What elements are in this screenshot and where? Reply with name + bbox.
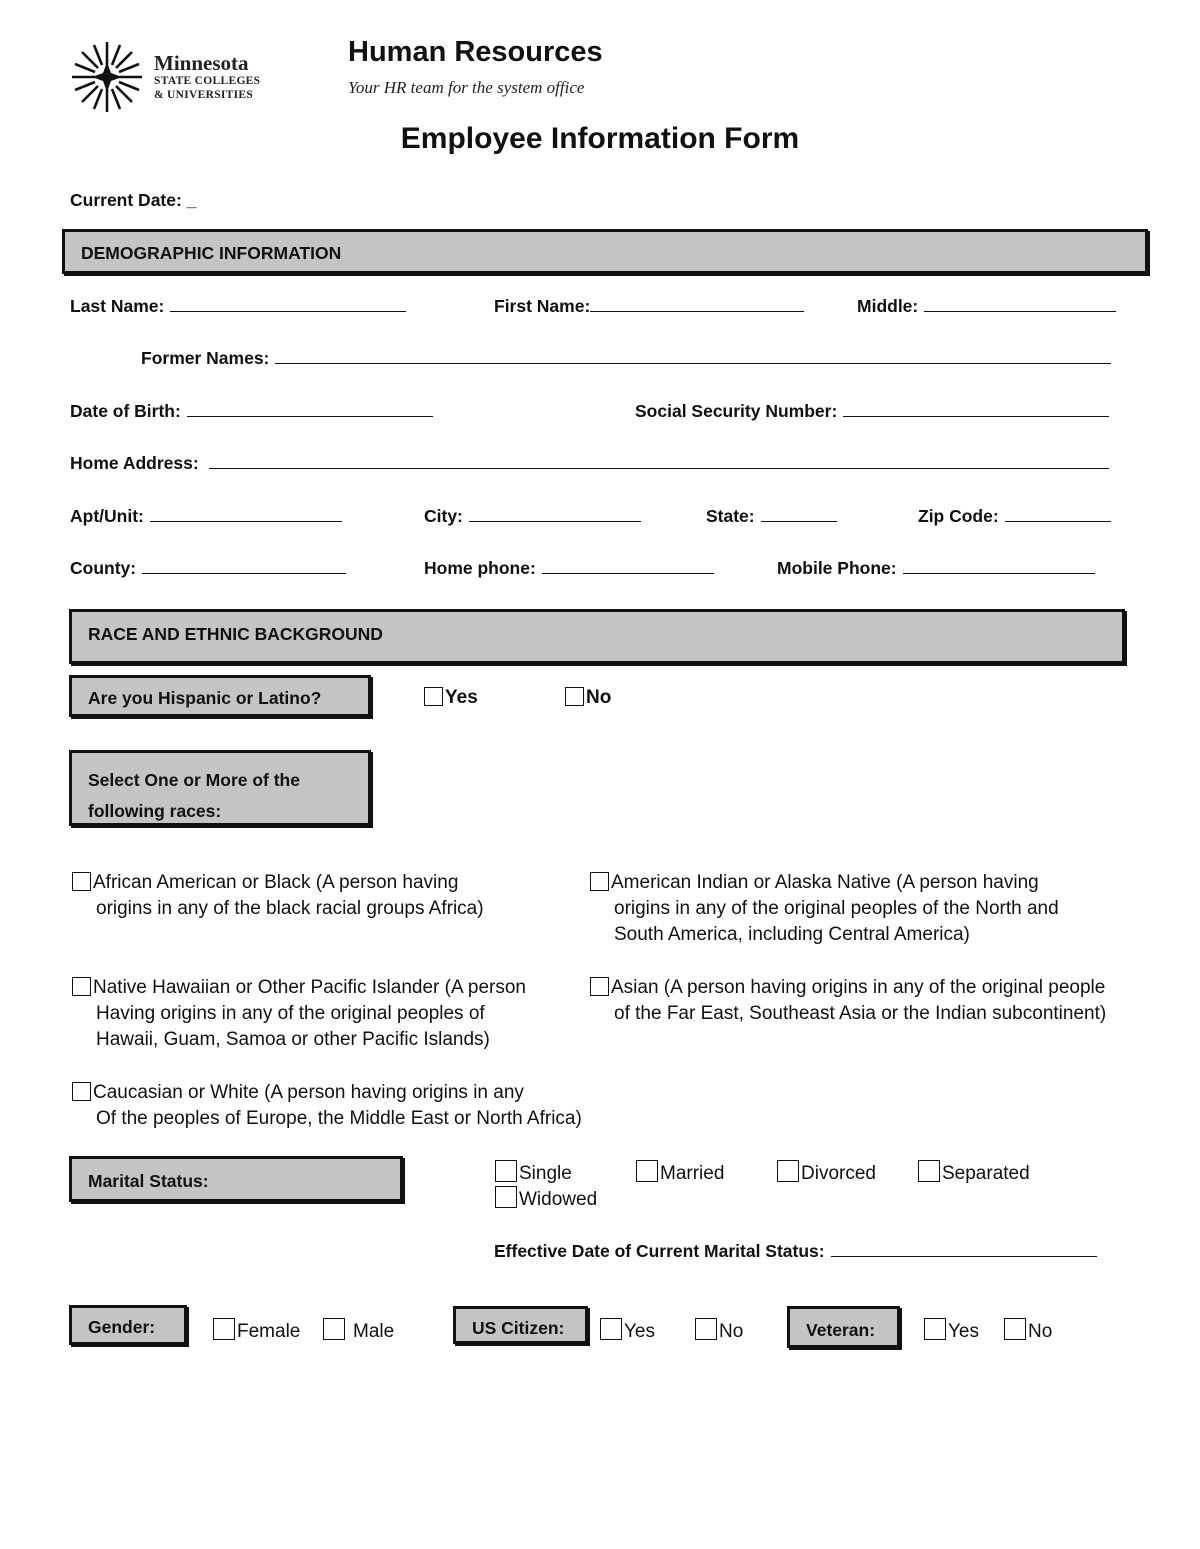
county-line[interactable] [142, 559, 346, 574]
department-tagline: Your HR team for the system office [348, 78, 585, 97]
apt-line[interactable] [150, 507, 342, 522]
city-label: City: [424, 506, 463, 526]
current-date-value: _ [186, 190, 197, 210]
marital-single-checkbox[interactable] [495, 1160, 517, 1182]
first-name-line[interactable] [590, 297, 804, 312]
logo-wordmark [154, 52, 260, 102]
hispanic-yes-option[interactable] [424, 687, 478, 709]
marital-separated-label: Separated [942, 1163, 1030, 1184]
apt-field[interactable] [70, 506, 342, 527]
veteran-yes-option[interactable] [924, 1318, 979, 1343]
race-native-hawaiian-checkbox[interactable] [72, 977, 91, 996]
form-title: Employee Information Form [400, 122, 800, 155]
home-address-label: Home Address: [70, 453, 199, 473]
race-option-native-hawaiian[interactable] [72, 975, 526, 1053]
home-phone-field[interactable] [424, 558, 714, 579]
department-title: Human Resources [348, 36, 603, 68]
gender-label: Gender: [88, 1317, 156, 1337]
last-name-field[interactable] [70, 296, 406, 317]
race-option-line-2: origins in any of the black racial groups Africa) [96, 898, 484, 919]
marital-married-option[interactable] [636, 1160, 724, 1185]
race-option-line-2: of the Far East, Southeast Asia or the Indian subcontinent) [614, 1003, 1107, 1024]
home-address-field[interactable] [70, 453, 1109, 474]
middle-name-label: Middle: [857, 296, 919, 316]
race-option-line-3: South America, including Central America) [614, 924, 970, 945]
hispanic-no-checkbox[interactable] [565, 687, 584, 706]
county-field[interactable] [70, 558, 346, 579]
ssn-label: Social Security Number: [635, 401, 838, 421]
marital-divorced-checkbox[interactable] [777, 1160, 799, 1182]
middle-name-field[interactable] [857, 296, 1116, 317]
gender-box [69, 1305, 187, 1345]
logo-line-1: Minnesota [154, 51, 249, 75]
home-phone-label: Home phone: [424, 558, 536, 578]
hispanic-no-option[interactable] [565, 687, 611, 709]
logo-line-2: STATE COLLEGES [154, 75, 261, 87]
race-option-line-1: Native Hawaiian or Other Pacific Islander (A person [93, 977, 526, 998]
marital-single-option[interactable] [495, 1160, 572, 1185]
race-american-indian-checkbox[interactable] [590, 872, 609, 891]
zip-label: Zip Code: [918, 506, 999, 526]
hispanic-no-label: No [586, 687, 612, 708]
apt-label: Apt/Unit: [70, 506, 144, 526]
race-option-line-1: Caucasian or White (A person having origins in any [93, 1082, 524, 1103]
race-asian-checkbox[interactable] [590, 977, 609, 996]
marital-effective-date-field[interactable] [494, 1241, 1097, 1262]
marital-single-label: Single [519, 1163, 572, 1184]
home-address-line[interactable] [209, 454, 1109, 469]
veteran-label: Veteran: [806, 1320, 876, 1340]
race-option-american-indian[interactable] [590, 870, 1059, 948]
race-option-line-2: Of the peoples of Europe, the Middle East or North Africa) [96, 1108, 582, 1129]
gender-male-option[interactable] [323, 1318, 394, 1343]
logo-line-3: & UNIVERSITIES [154, 89, 254, 101]
hispanic-yes-checkbox[interactable] [424, 687, 443, 706]
race-option-line-1: American Indian or Alaska Native (A person having [611, 872, 1039, 893]
last-name-line[interactable] [170, 297, 406, 312]
zip-line[interactable] [1005, 507, 1111, 522]
race-option-line-1: Asian (A person having origins in any of the original people [611, 977, 1106, 998]
marital-married-checkbox[interactable] [636, 1160, 658, 1182]
marital-married-label: Married [660, 1163, 725, 1184]
race-option-line-3: Hawaii, Guam, Samoa or other Pacific Islands) [96, 1029, 490, 1050]
marital-effective-date-label: Effective Date of Current Marital Status: [494, 1241, 825, 1261]
state-line[interactable] [761, 507, 837, 522]
mobile-phone-label: Mobile Phone: [777, 558, 897, 578]
marital-separated-checkbox[interactable] [918, 1160, 940, 1182]
marital-status-box [69, 1156, 403, 1202]
last-name-label: Last Name: [70, 296, 165, 316]
race-option-line-2: Having origins in any of the original peoples of [96, 1003, 485, 1024]
race-african-american-checkbox[interactable] [72, 872, 91, 891]
mobile-phone-line[interactable] [903, 559, 1095, 574]
msc-star-logo-icon [70, 40, 144, 114]
zip-field[interactable] [918, 506, 1111, 527]
gender-female-label: Female [237, 1321, 301, 1342]
county-label: County: [70, 558, 137, 578]
race-option-line-1: African American or Black (A person having [93, 872, 459, 893]
former-names-label: Former Names: [141, 348, 270, 368]
first-name-label: First Name: [494, 296, 591, 316]
select-races-line-1: Select One or More of the [88, 770, 300, 790]
citizen-no-checkbox[interactable] [695, 1318, 717, 1340]
veteran-no-option[interactable] [1004, 1318, 1052, 1343]
gender-female-checkbox[interactable] [213, 1318, 235, 1340]
race-option-line-2: origins in any of the original peoples of the North and [614, 898, 1059, 919]
race-option-african-american[interactable] [72, 870, 484, 922]
race-caucasian-checkbox[interactable] [72, 1082, 91, 1101]
veteran-no-checkbox[interactable] [1004, 1318, 1026, 1340]
marital-widowed-checkbox[interactable] [495, 1186, 517, 1208]
citizen-no-option[interactable] [695, 1318, 743, 1343]
citizen-yes-label: Yes [624, 1321, 655, 1342]
race-option-caucasian[interactable] [72, 1080, 582, 1132]
former-names-field[interactable] [141, 348, 1111, 369]
us-citizen-box [453, 1306, 588, 1344]
current-date-label: Current Date: [70, 190, 182, 210]
select-races-line-2: following races: [88, 801, 222, 821]
veteran-yes-checkbox[interactable] [924, 1318, 946, 1340]
citizen-yes-option[interactable] [600, 1318, 655, 1343]
current-date-field[interactable] [70, 190, 196, 211]
city-line[interactable] [469, 507, 641, 522]
hispanic-question-label: Are you Hispanic or Latino? [88, 688, 322, 708]
marital-separated-option[interactable] [918, 1160, 1030, 1185]
marital-widowed-label: Widowed [519, 1189, 598, 1210]
dob-field[interactable] [70, 401, 433, 422]
gender-male-checkbox[interactable] [323, 1318, 345, 1340]
demographic-heading: DEMOGRAPHIC INFORMATION [81, 243, 342, 263]
city-field[interactable] [424, 506, 641, 527]
marital-status-label: Marital Status: [88, 1171, 209, 1191]
veteran-yes-label: Yes [948, 1321, 979, 1342]
hispanic-yes-label: Yes [445, 687, 478, 708]
gender-female-option[interactable] [213, 1318, 300, 1343]
marital-effective-date-line[interactable] [831, 1242, 1097, 1257]
veteran-box [787, 1306, 900, 1348]
first-name-field[interactable] [494, 296, 804, 317]
state-label: State: [706, 506, 755, 526]
veteran-no-label: No [1028, 1321, 1053, 1342]
race-section-header [69, 609, 1125, 664]
marital-divorced-option[interactable] [777, 1160, 876, 1185]
race-heading: RACE AND ETHNIC BACKGROUND [88, 624, 383, 644]
dob-label: Date of Birth: [70, 401, 181, 421]
us-citizen-label: US Citizen: [472, 1318, 565, 1338]
citizen-no-label: No [719, 1321, 744, 1342]
select-races-box [69, 750, 371, 826]
dob-line[interactable] [187, 402, 433, 417]
marital-divorced-label: Divorced [801, 1163, 876, 1184]
state-field[interactable] [706, 506, 837, 527]
hispanic-question-box [69, 675, 371, 717]
former-names-line[interactable] [275, 349, 1111, 364]
race-option-asian[interactable] [590, 975, 1106, 1027]
marital-widowed-option[interactable] [495, 1186, 597, 1211]
middle-name-line[interactable] [924, 297, 1116, 312]
ssn-field[interactable] [635, 401, 1109, 422]
demographic-section-header [62, 229, 1148, 274]
ssn-line[interactable] [843, 402, 1109, 417]
gender-male-label: Male [353, 1321, 395, 1342]
mobile-phone-field[interactable] [777, 558, 1095, 579]
citizen-yes-checkbox[interactable] [600, 1318, 622, 1340]
home-phone-line[interactable] [542, 559, 714, 574]
